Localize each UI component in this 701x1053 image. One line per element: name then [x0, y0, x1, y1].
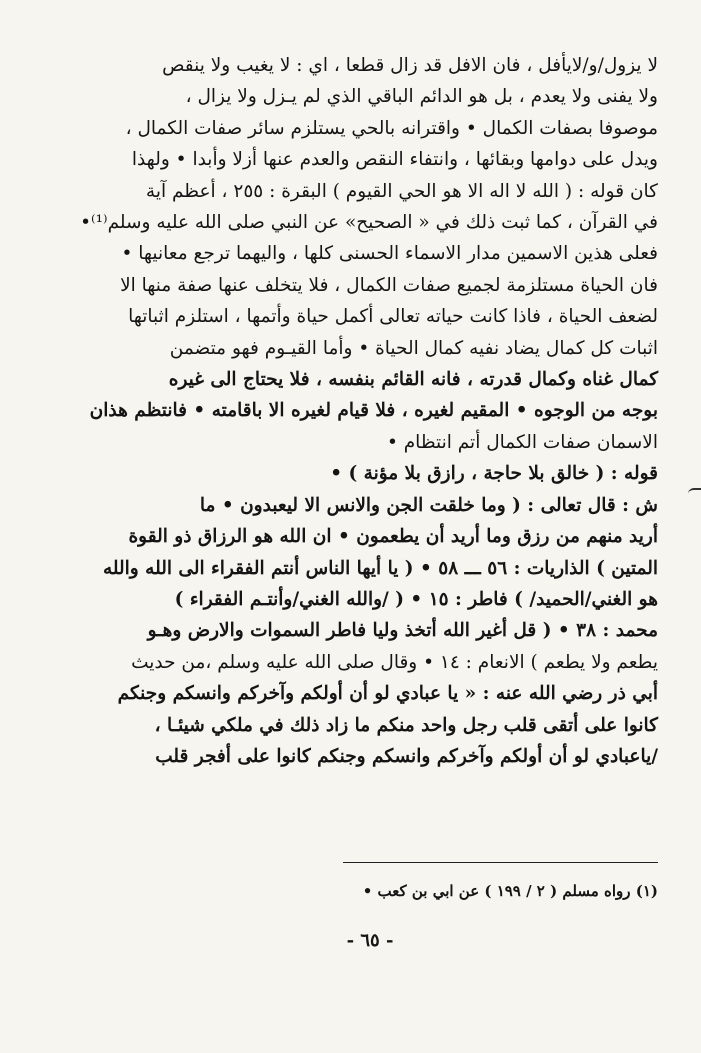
text-line: في القرآن ، كما ثبت ذلك في « الصحيح» عن النبي صلى الله عليه وسلم⁽¹⁾• [80, 212, 658, 234]
text-line: فان الحياة مستلزمة لجميع صفات الكمال ، فلا يتخلف عنها صفة منها الا [120, 274, 658, 296]
text-line: كانوا على أتقى قلب رجل واحد منكم ما زاد ذلك في ملكي شيئـا ، [154, 714, 658, 736]
footnote-divider [343, 862, 658, 863]
text-line: ولا يفنى ولا يعدم ، بل هو الدائم الباقي الذي لم يـزل ولا يزال ، [185, 86, 658, 108]
text-line: المتين ) الذاريات : ٥٦ ـــ ٥٨ • ( يا أيها الناس أنتم الفقراء الى الله والله [102, 557, 658, 579]
text-line: لا يزول/و/لايأفل ، فان الافل قد زال قطعا ، اي : لا يغيب ولا ينقص [162, 55, 658, 76]
text-line: أبي ذر رضي الله عنه : « يا عبادي لو أن أولكم وآخركم وانسكم وجنكم [117, 683, 658, 705]
text-line: الاسمان صفات الكمال أتم انتظام • [386, 431, 658, 453]
page-number: - ٦٥ - [346, 930, 394, 951]
text-line: /ياعبادي لو أن أولكم وآخركم وانسكم وجنكم كانوا على أفجر قلب [155, 745, 658, 767]
text-line: بوجه من الوجوه • المقيم لغيره ، فلا قيام لغيره الا باقامته • فانتظم هذان [89, 400, 658, 422]
text-line: محمد : ٣٨ • ( قل أغير الله أتخذ وليا فاطر السموات والارض وهـو [147, 620, 658, 642]
text-line: كان قوله : ( الله لا اله الا هو الحي القيوم ) البقرة : ٢٥٥ ، أعظم آية [145, 180, 658, 202]
margin-mark [688, 488, 701, 496]
text-line: كمال غناه وكمال قدرته ، فانه القائم بنفسه ، فلا يحتاج الى غيره [168, 369, 658, 391]
section-heading: قوله : ( خالق بلا حاجة ، رازق بلا مؤنة ) • [330, 463, 658, 485]
text-line: ويدل على دوامها وبقائها ، وانتفاء النقص والعدم عنها أزلا وأبدا • ولهذا [131, 149, 658, 171]
text-line: اثبات كل كمال يضاد نفيه كمال الحياة • وأما القيـوم فهو متضمن [169, 337, 658, 359]
text-line: موصوفا بصفات الكمال • واقترانه بالحي يستلزم سائر صفات الكمال ، [125, 117, 658, 139]
text-line: لضعف الحياة ، فاذا كانت حياته تعالى أكمل حياة وأتمها ، استلزم اثباتها [128, 306, 658, 328]
body-text [80, 50, 658, 772]
text-line: هو الغني/الحميد/ ) فاطر : ١٥ • ( /والله الغني/وأنتـم الفقراء ) [174, 588, 658, 610]
text-line: ش : قال تعالى : ( وما خلقت الجن والانس الا ليعبدون • ما [199, 494, 658, 516]
text-line: فعلى هذين الاسمين مدار الاسماء الحسنى كلها ، واليهما ترجع معانيها • [121, 243, 658, 265]
text-line: أريد منهم من رزق وما أريد أن يطعمون • ان الله هو الرزاق ذو القوة [128, 526, 658, 548]
text-line: يطعم ولا يطعم ) الانعام : ١٤ • وقال صلى الله عليه وسلم ،من حديث [131, 651, 658, 673]
footnote: (١) رواه مسلم ( ٢ / ١٩٩ ) عن ابي بن كعب • [362, 882, 658, 900]
